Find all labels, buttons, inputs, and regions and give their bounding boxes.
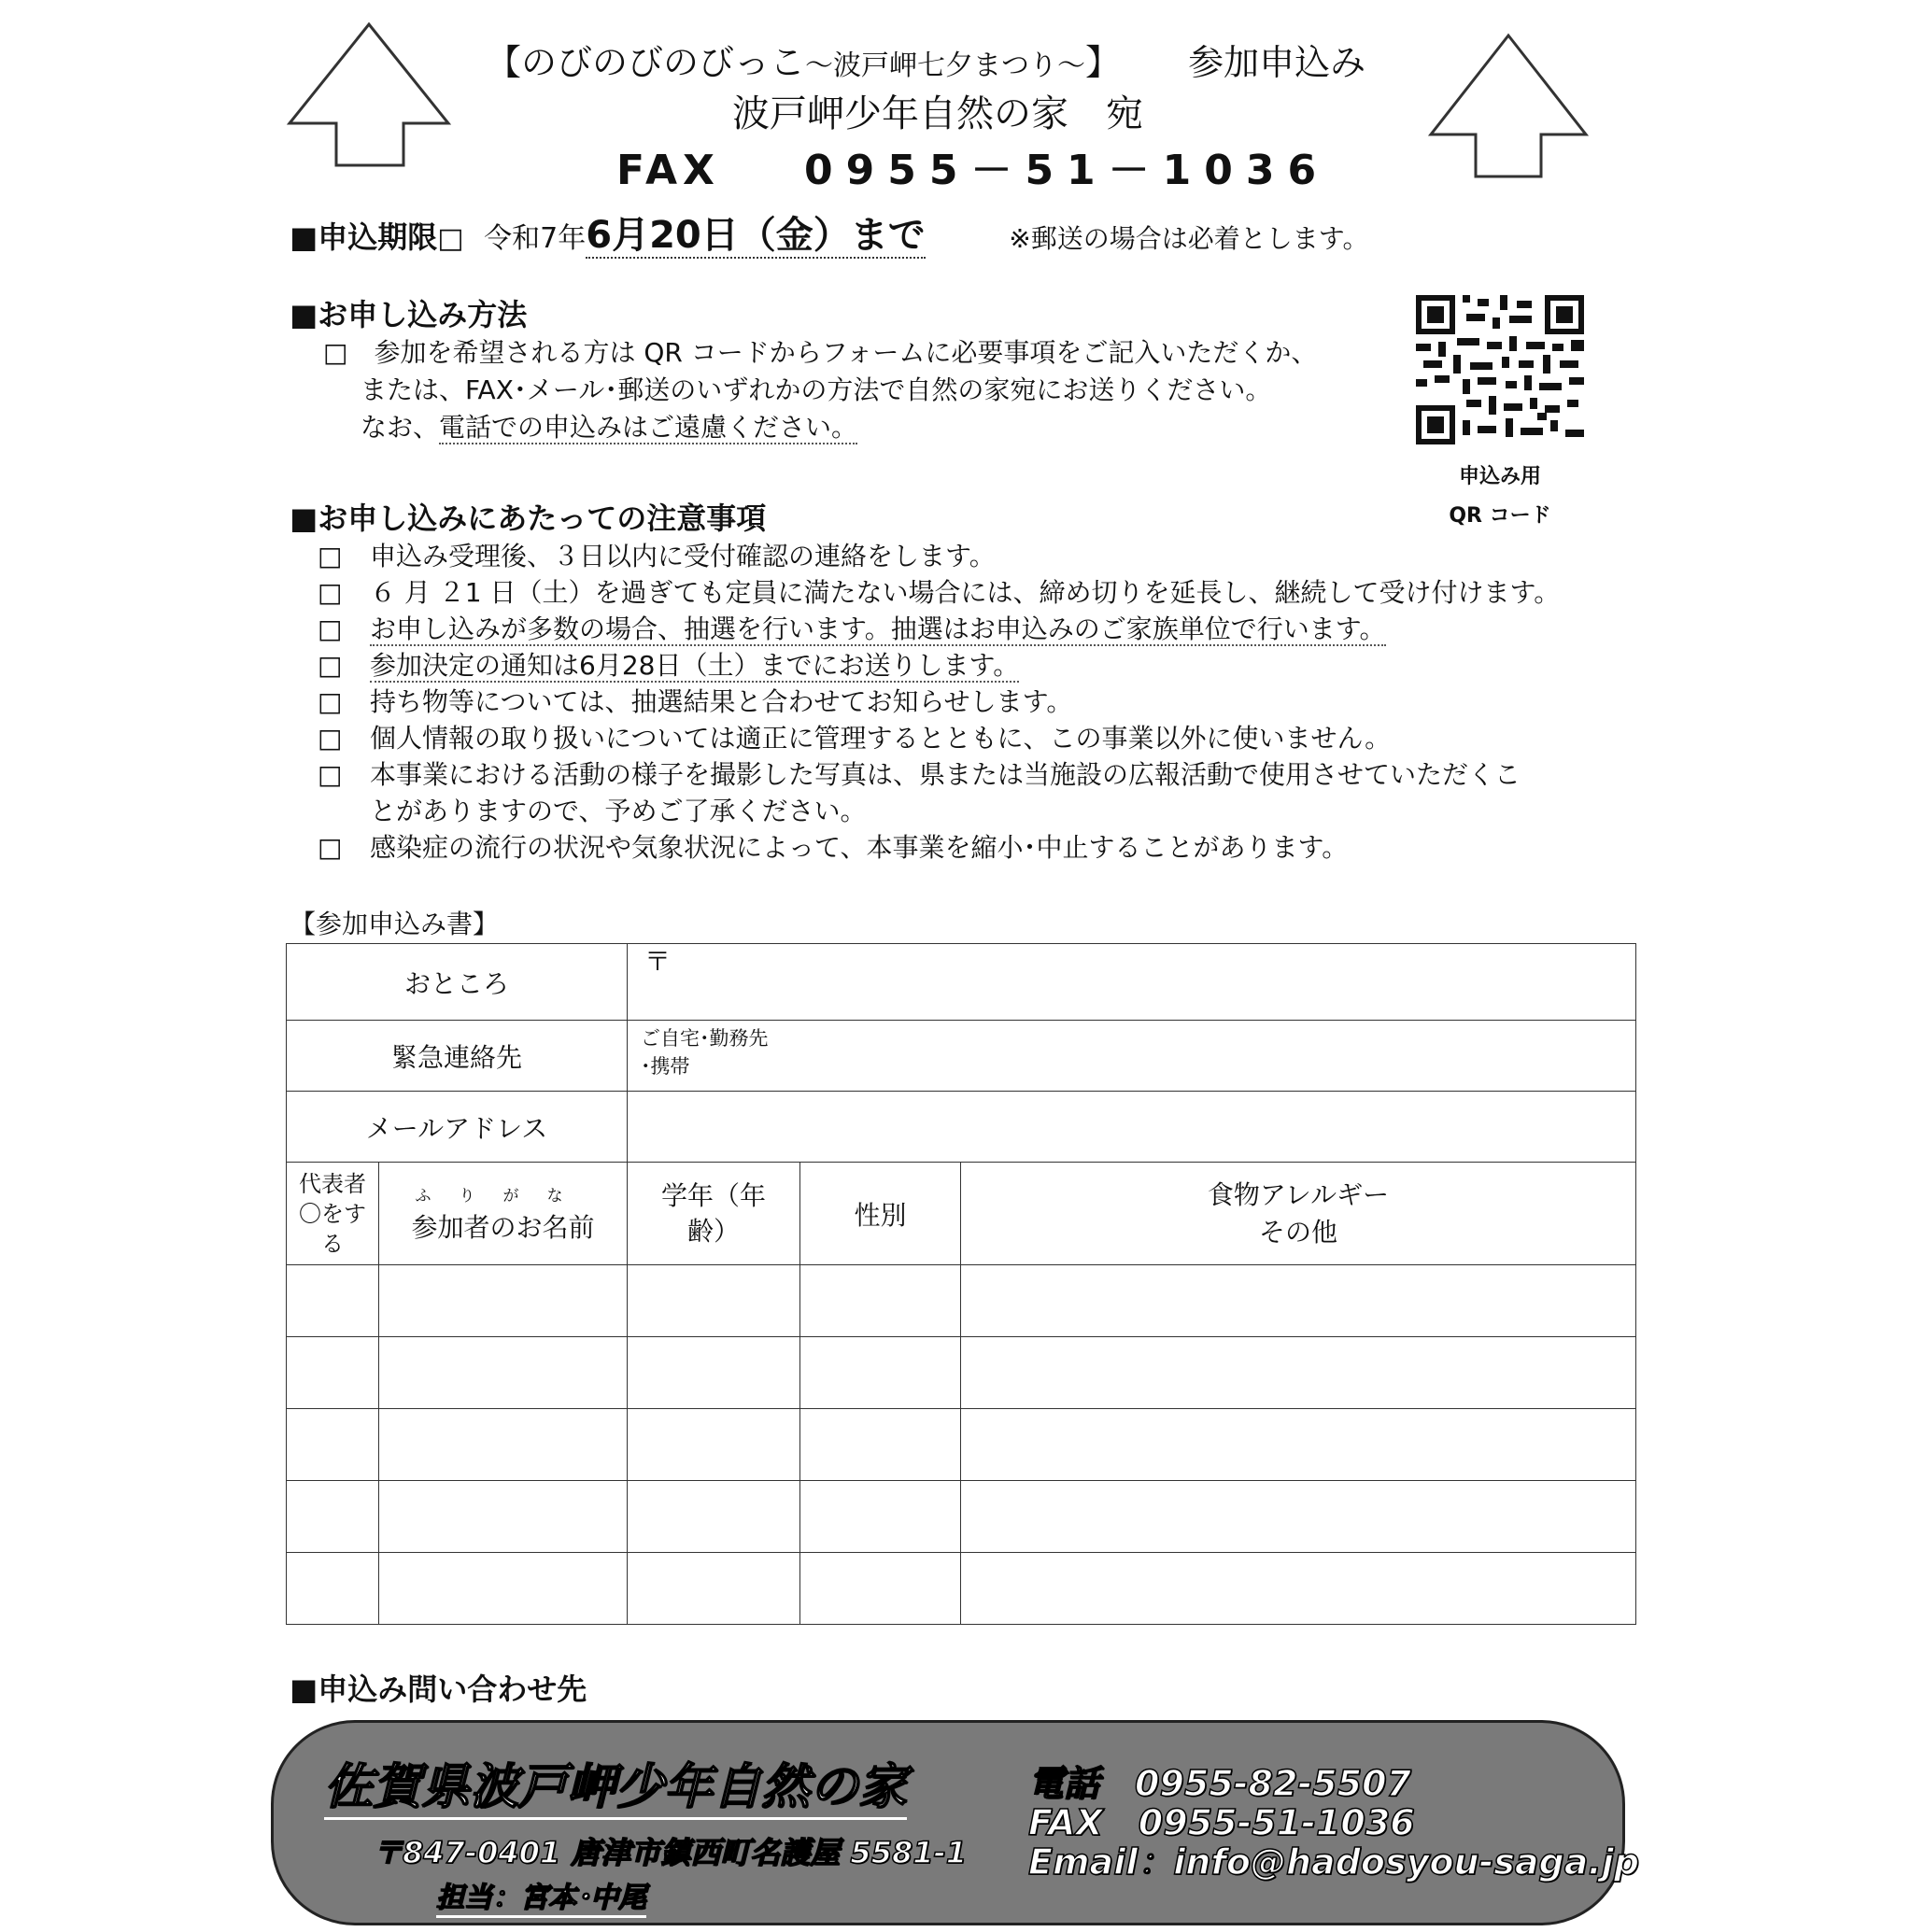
list-item: □ 個人情報の取り扱いについては適正に管理するとともに、この事業以外に使いません。 bbox=[318, 723, 1392, 754]
emergency-label: 緊急連絡先 bbox=[287, 1021, 628, 1092]
list-item: □ 持ち物等については、抽選結果と合わせてお知らせします。 bbox=[318, 686, 1073, 717]
col-name: ふりがな 参加者のお名前 bbox=[379, 1163, 628, 1265]
notes-list bbox=[318, 538, 1560, 866]
method-heading: ■お申し込み方法 bbox=[290, 297, 528, 332]
table-row[interactable] bbox=[287, 1481, 1636, 1553]
list-item: □ 参加決定の通知は6月28日（土）までにお送りします。 bbox=[318, 650, 1020, 681]
org-name: 佐賀県波戸岬少年自然の家 bbox=[324, 1747, 907, 1820]
org-contact-info bbox=[1028, 1764, 1639, 1882]
col-allergy: 食物アレルギー その他 bbox=[961, 1163, 1636, 1265]
fax-header: FAX 0955－51－1036 bbox=[616, 147, 1330, 194]
list-item-continued: とがありますので、予めご了承ください。 bbox=[370, 796, 867, 826]
qr-code-icon[interactable] bbox=[1416, 295, 1584, 444]
col-sex: 性別 bbox=[800, 1163, 961, 1265]
notes-heading: ■お申し込みにあたっての注意事項 bbox=[290, 501, 767, 536]
col-grade: 学年（年齢） bbox=[628, 1163, 800, 1265]
org-fax: FAX 0955-51-1036 bbox=[1028, 1802, 1415, 1843]
deadline: ■申込期限□ 令和7年6月20日（金）まで ※郵送の場合は必着とします。 bbox=[290, 214, 1369, 257]
form-label: 【参加申込み書】 bbox=[290, 909, 500, 939]
col-representative: 代表者〇をする bbox=[287, 1163, 379, 1265]
contact-heading: ■申込み問い合わせ先 bbox=[290, 1671, 587, 1707]
org-email[interactable]: Email：info@hadosyou-saga.jp bbox=[1028, 1841, 1640, 1883]
org-address: 〒847-0401 唐津市鎮西町名護屋 5581-1 bbox=[373, 1835, 968, 1870]
qr-caption: 申込み用 QR コード bbox=[1449, 465, 1551, 528]
contact-banner bbox=[271, 1720, 1640, 1925]
event-title: 【のびのびのびっこ～波戸岬七夕まつり～】 参加申込み bbox=[486, 42, 1366, 83]
right-up-arrow-icon bbox=[1425, 32, 1592, 181]
list-item: □ 申込み受理後、３日以内に受付確認の連絡をします。 bbox=[318, 541, 996, 571]
emergency-field[interactable]: ご自宅･勤務先 ･携帯 bbox=[628, 1021, 1636, 1092]
recipient: 波戸岬少年自然の家 宛 bbox=[732, 92, 1143, 135]
table-row[interactable] bbox=[287, 1265, 1636, 1337]
email-field[interactable] bbox=[628, 1092, 1636, 1163]
address-label: おところ bbox=[287, 944, 628, 1021]
list-item: □ 感染症の流行の状況や気象状況によって、本事業を縮小･中止することがあります。 bbox=[318, 832, 1349, 863]
table-row[interactable] bbox=[287, 1337, 1636, 1409]
email-label: メールアドレス bbox=[287, 1092, 628, 1163]
list-item: □ 本事業における活動の様子を撮影した写真は、県または当施設の広報活動で使用させていただくこ bbox=[318, 759, 1521, 790]
list-item: □ お申し込みが多数の場合、抽選を行います。抽選はお申込みのご家族単位で行います。 bbox=[318, 613, 1386, 644]
application-form bbox=[286, 943, 1636, 1625]
table-row[interactable] bbox=[287, 1553, 1636, 1625]
address-field[interactable]: 〒 bbox=[628, 944, 1636, 1021]
method-text: □ 参加を希望される方は QR コードからフォームに必要事項をご記入いただくか、 または、FAX･メール･郵送のいずれかの方法で自然の家宛にお送りください。 なお、電話での申込みはご遠慮ください。 bbox=[323, 337, 1318, 443]
list-item: □ ６ 月 ２1 日（土）を過ぎても定員に満たない場合には、締め切りを延長し、継続して受け付けます。 bbox=[318, 577, 1561, 608]
title-right: 参加申込み bbox=[1188, 42, 1366, 83]
left-up-arrow-icon bbox=[284, 21, 454, 170]
org-staff: 担当：宮本･中尾 bbox=[436, 1874, 646, 1918]
org-phone: 電話 0955-82-5507 bbox=[1028, 1763, 1411, 1804]
table-row[interactable] bbox=[287, 1409, 1636, 1481]
